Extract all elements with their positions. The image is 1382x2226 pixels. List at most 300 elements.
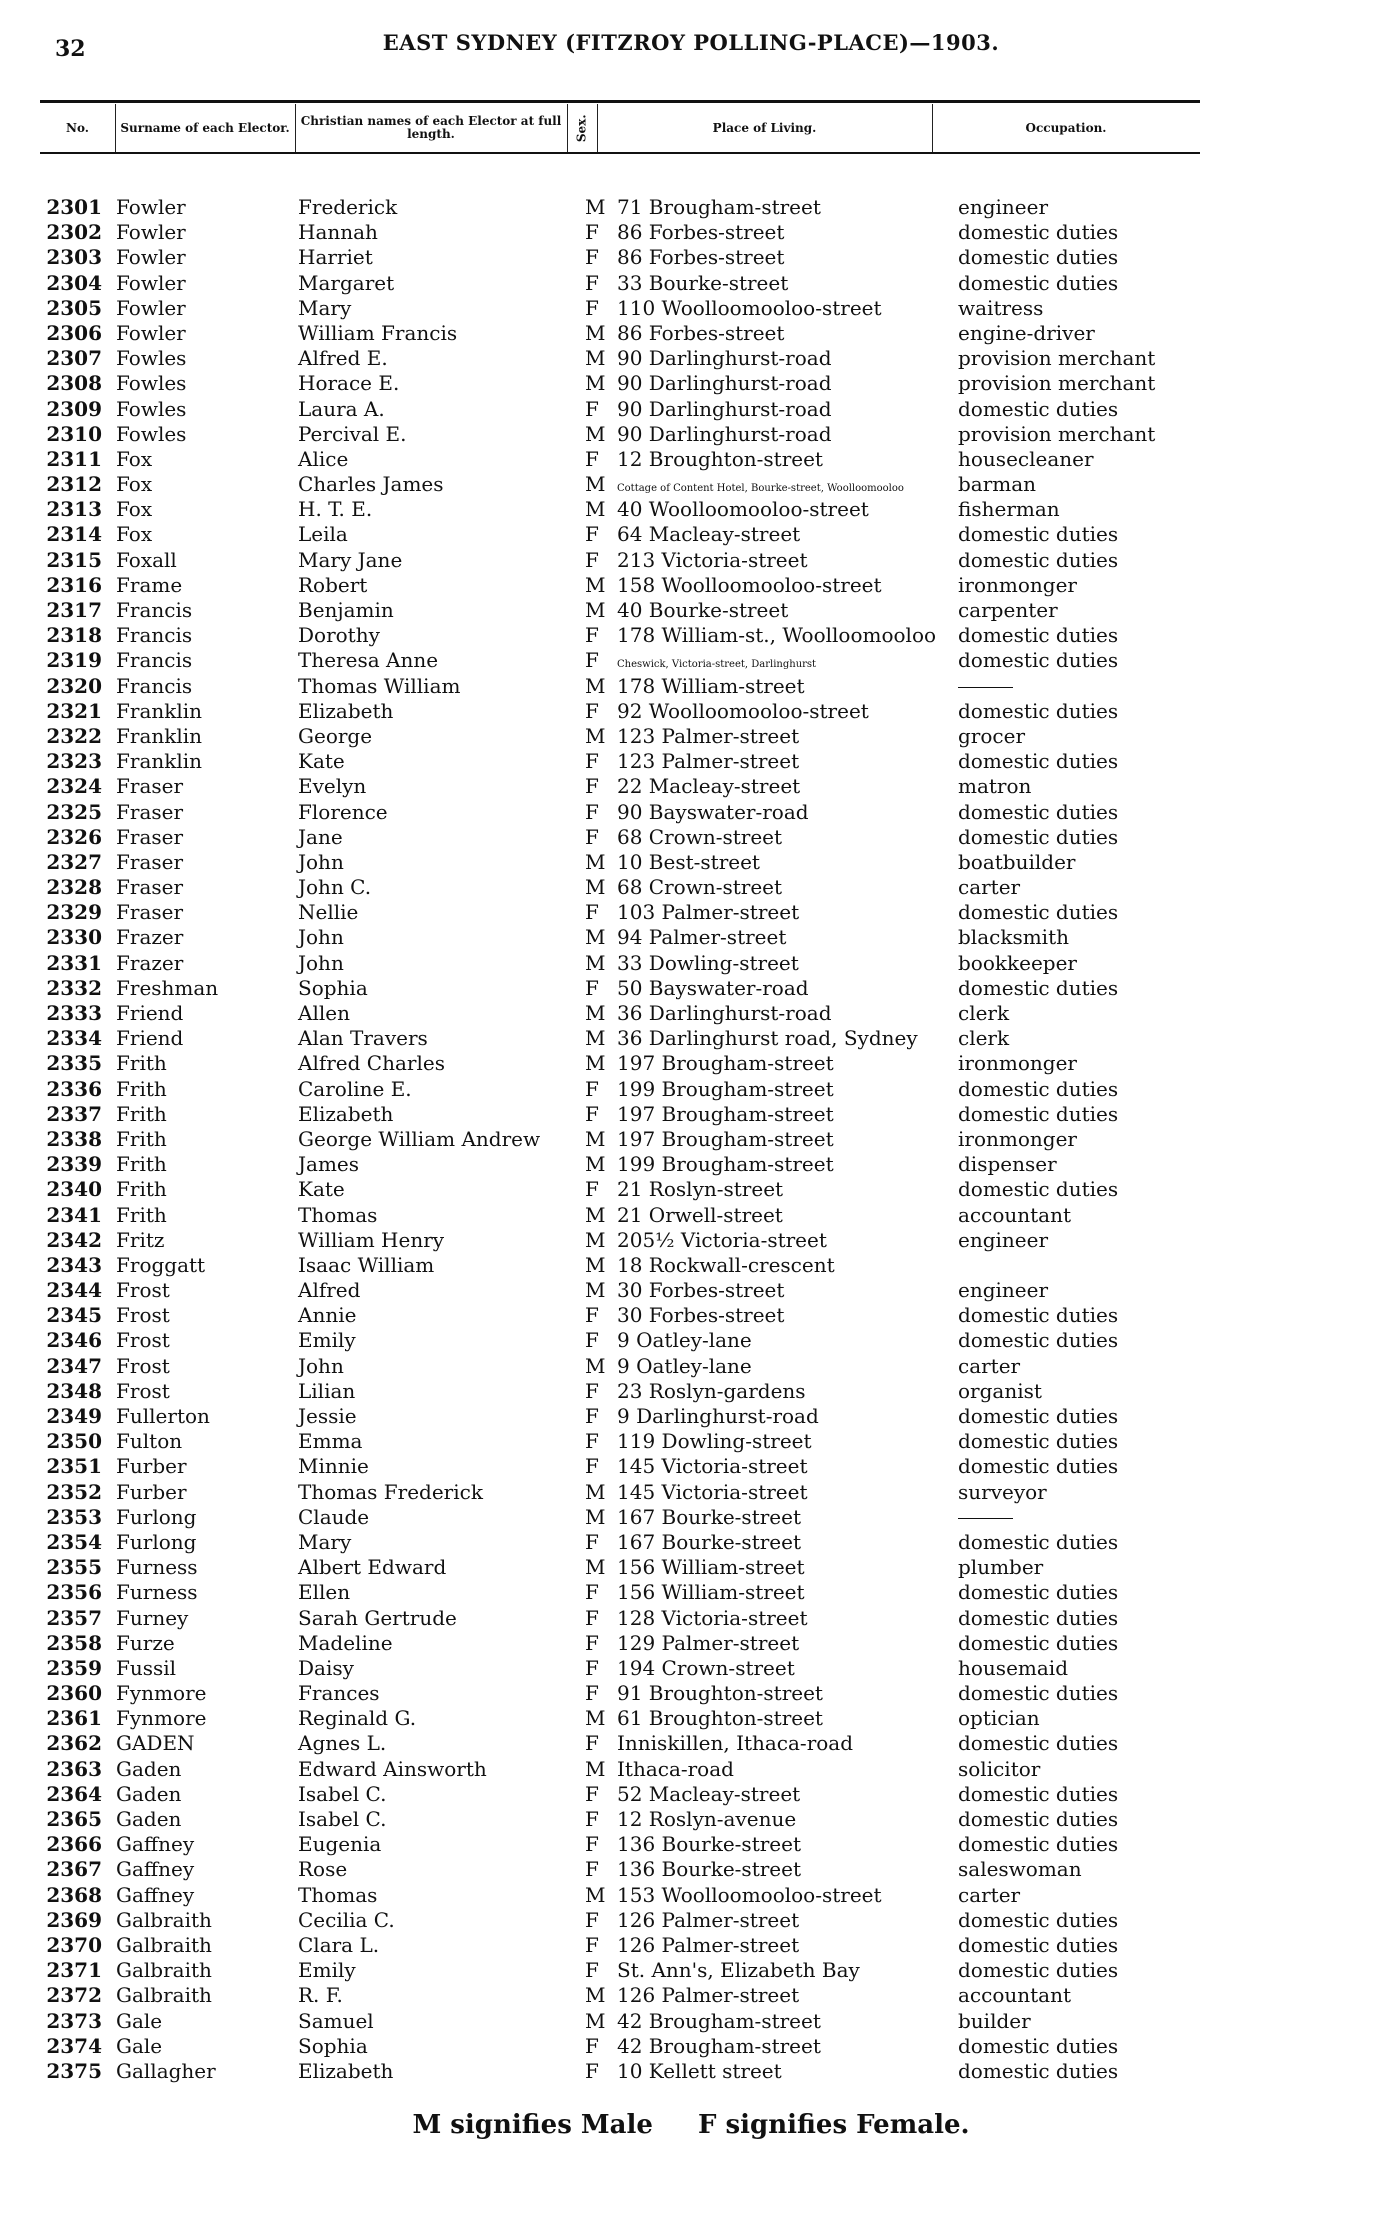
elector-occupation: ironmonger: [958, 572, 1077, 597]
elector-occupation: domestic duties: [958, 2033, 1119, 2058]
elector-surname: Fraser: [116, 875, 184, 900]
elector-christian-names: Emma: [298, 1429, 363, 1454]
table-row: [40, 1177, 1200, 1202]
table-row: [40, 1555, 1200, 1580]
elector-number: 2312: [46, 472, 102, 497]
table-row: [40, 1656, 1200, 1681]
elector-occupation: builder: [958, 2008, 1031, 2033]
elector-number: 2322: [46, 723, 102, 748]
elector-occupation: domestic duties: [958, 1177, 1119, 1202]
elector-christian-names: Eugenia: [298, 1832, 382, 1857]
table-row: [40, 850, 1200, 875]
header-rule-top: [40, 100, 1200, 103]
elector-surname: Fynmore: [116, 1706, 207, 1731]
elector-sex: M: [585, 1051, 606, 1076]
elector-christian-names: Thomas: [298, 1202, 378, 1227]
header-christian-names: Christian names of each Elector at full length.: [295, 104, 568, 152]
elector-sex: F: [585, 2033, 599, 2058]
elector-christian-names: Kate: [298, 1177, 345, 1202]
elector-christian-names: Evelyn: [298, 774, 367, 799]
elector-place: 30 Forbes-street: [617, 1278, 785, 1303]
header-surname: Surname of each Elector.: [115, 104, 296, 152]
elector-surname: Fraser: [116, 774, 184, 799]
elector-surname: Furber: [116, 1454, 187, 1479]
elector-sex: M: [585, 875, 606, 900]
elector-occupation: domestic duties: [958, 1429, 1119, 1454]
elector-number: 2344: [46, 1278, 102, 1303]
elector-sex: F: [585, 698, 599, 723]
elector-christian-names: Jessie: [298, 1404, 357, 1428]
elector-surname: Gaden: [116, 1781, 182, 1806]
elector-christian-names: Frederick: [298, 195, 398, 219]
elector-occupation: matron: [958, 774, 1032, 799]
elector-surname: Fowles: [116, 346, 187, 371]
elector-christian-names: Jane: [298, 824, 343, 849]
table-row: [40, 875, 1200, 900]
elector-sex: M: [585, 1026, 606, 1051]
elector-christian-names: John: [298, 1353, 344, 1378]
elector-occupation: [958, 674, 1013, 699]
elector-christian-names: Sophia: [298, 2033, 368, 2058]
elector-occupation: domestic duties: [958, 1580, 1119, 1605]
elector-surname: Gaffney: [116, 1882, 195, 1907]
elector-christian-names: Alfred: [298, 1278, 361, 1303]
elector-surname: Frame: [116, 572, 183, 597]
elector-christian-names: William Henry: [298, 1227, 445, 1252]
elector-surname: Fraser: [116, 900, 184, 925]
elector-surname: Gale: [116, 2033, 163, 2058]
elector-surname: Fowler: [116, 195, 186, 219]
elector-surname: Francis: [116, 598, 193, 622]
elector-surname: Fowler: [116, 295, 186, 320]
elector-number: 2334: [46, 1026, 102, 1051]
elector-christian-names: Margaret: [298, 270, 395, 295]
elector-place: 123 Palmer-street: [617, 723, 800, 748]
table-row: [40, 1454, 1200, 1479]
table-row: [40, 1303, 1200, 1328]
elector-christian-names: Cecilia C.: [298, 1907, 395, 1932]
elector-place: 86 Forbes-street: [617, 320, 785, 345]
elector-surname: Frost: [116, 1353, 170, 1378]
elector-number: 2325: [46, 799, 102, 824]
elector-number: 2365: [46, 1807, 102, 1831]
elector-place-small: Cottage of Content Hotel, Bourke-street, Woolloomooloo: [617, 483, 904, 495]
elector-christian-names: Florence: [298, 799, 388, 824]
elector-christian-names: Charles James: [298, 472, 444, 497]
table-row: [40, 976, 1200, 1001]
elector-table: [40, 195, 1200, 2084]
elector-christian-names: Rose: [298, 1857, 348, 1882]
elector-surname: Fraser: [116, 824, 184, 849]
elector-occupation: domestic duties: [958, 824, 1119, 849]
elector-christian-names: Alan Travers: [298, 1026, 428, 1051]
elector-christian-names: Frances: [298, 1681, 380, 1706]
elector-christian-names: Thomas Frederick: [298, 1479, 483, 1504]
elector-place: 197 Brougham-street: [617, 1126, 834, 1151]
elector-number: 2349: [46, 1404, 102, 1428]
elector-occupation: domestic duties: [958, 220, 1119, 245]
elector-place: 145 Victoria-street: [617, 1479, 808, 1504]
table-row: [40, 371, 1200, 396]
elector-sex: F: [585, 2058, 599, 2083]
table-row: [40, 422, 1200, 447]
elector-sex: F: [585, 1605, 599, 1630]
elector-christian-names: George William Andrew: [298, 1126, 541, 1151]
elector-occupation: optician: [958, 1706, 1040, 1731]
elector-christian-names: Ellen: [298, 1580, 351, 1605]
page-number: 32: [55, 36, 86, 62]
elector-number: 2307: [46, 346, 102, 371]
elector-sex: F: [585, 1807, 599, 1831]
elector-surname: Galbraith: [116, 1958, 212, 1983]
elector-number: 2324: [46, 774, 102, 799]
elector-number: 2359: [46, 1655, 102, 1680]
elector-christian-names: Alfred Charles: [298, 1051, 445, 1076]
elector-number: 2372: [46, 1983, 102, 2008]
elector-occupation: surveyor: [958, 1479, 1047, 1504]
legend-female: F signifies Female.: [698, 2110, 970, 2140]
elector-christian-names: R. F.: [298, 1983, 343, 2008]
elector-surname: Frith: [116, 1126, 167, 1151]
elector-christian-names: James: [298, 1152, 360, 1177]
elector-place: 68 Crown-street: [617, 875, 783, 900]
table-row: [40, 1757, 1200, 1782]
elector-number: 2315: [46, 547, 102, 572]
elector-surname: Fraser: [116, 799, 184, 824]
elector-place: 90 Darlinghurst-road: [617, 396, 832, 421]
table-row: [40, 774, 1200, 799]
elector-surname: Franklin: [116, 749, 203, 774]
elector-occupation: carter: [958, 1882, 1021, 1907]
elector-sex: F: [585, 1378, 599, 1403]
elector-surname: Gaffney: [116, 1857, 195, 1882]
elector-surname: Fowler: [116, 320, 186, 345]
table-row: [40, 548, 1200, 573]
elector-sex: M: [585, 195, 606, 219]
elector-christian-names: Elizabeth: [298, 2058, 394, 2083]
elector-sex: M: [585, 1252, 606, 1277]
elector-christian-names: Benjamin: [298, 598, 394, 622]
table-row: [40, 1706, 1200, 1731]
table-row: [40, 472, 1200, 497]
elector-surname: Frost: [116, 1328, 170, 1353]
table-row: [40, 1908, 1200, 1933]
elector-sex: F: [585, 295, 599, 320]
elector-place: 91 Broughton-street: [617, 1681, 823, 1706]
elector-christian-names: Mary Jane: [298, 547, 403, 572]
elector-occupation: domestic duties: [958, 623, 1119, 648]
elector-sex: F: [585, 623, 599, 648]
elector-occupation: boatbuilder: [958, 849, 1076, 874]
elector-surname: Friend: [116, 1001, 184, 1025]
elector-christian-names: H. T. E.: [298, 497, 373, 522]
elector-place: St. Ann's, Elizabeth Bay: [617, 1958, 860, 1983]
elector-surname: Fynmore: [116, 1681, 207, 1706]
elector-place: 199 Brougham-street: [617, 1152, 834, 1177]
elector-occupation: domestic duties: [958, 799, 1119, 824]
elector-place: 42 Brougham-street: [617, 2033, 821, 2058]
header-rule-bottom: [40, 152, 1200, 154]
elector-sex: F: [585, 1781, 599, 1806]
table-row: [40, 1001, 1200, 1026]
elector-occupation: housemaid: [958, 1655, 1068, 1680]
elector-surname: Furze: [116, 1630, 175, 1655]
elector-christian-names: Theresa Anne: [298, 648, 439, 673]
elector-occupation: domestic duties: [958, 2058, 1119, 2083]
legend-male: M signifies Male: [412, 2110, 653, 2140]
elector-number: 2346: [46, 1328, 102, 1353]
table-row: [40, 800, 1200, 825]
table-row: [40, 1530, 1200, 1555]
elector-occupation: clerk: [958, 1001, 1010, 1025]
table-row: [40, 1152, 1200, 1177]
elector-number: 2356: [46, 1580, 102, 1605]
elector-christian-names: Mary: [298, 1529, 352, 1554]
elector-occupation: domestic duties: [958, 698, 1119, 723]
elector-number: 2358: [46, 1630, 102, 1655]
elector-christian-names: Isabel C.: [298, 1781, 387, 1806]
elector-occupation: saleswoman: [958, 1857, 1082, 1882]
elector-number: 2374: [46, 2033, 102, 2058]
elector-place: 40 Woolloomooloo-street: [617, 497, 869, 522]
header-occupation: Occupation.: [1025, 120, 1107, 135]
table-row: [40, 195, 1200, 220]
elector-sex: M: [585, 371, 606, 396]
table-row: [40, 623, 1200, 648]
elector-christian-names: Lilian: [298, 1378, 356, 1403]
elector-christian-names: Samuel: [298, 2008, 374, 2033]
elector-number: 2375: [46, 2058, 102, 2083]
elector-number: 2370: [46, 1932, 102, 1957]
elector-occupation: plumber: [958, 1555, 1044, 1580]
elector-occupation: barman: [958, 472, 1037, 497]
elector-christian-names: Emily: [298, 1328, 356, 1353]
table-header: [40, 104, 1200, 152]
elector-occupation: domestic duties: [958, 1932, 1119, 1957]
elector-christian-names: John: [298, 925, 344, 950]
table-row: [40, 699, 1200, 724]
elector-number: 2318: [46, 623, 102, 648]
elector-occupation: ironmonger: [958, 1051, 1077, 1076]
elector-number: 2360: [46, 1681, 102, 1706]
elector-place: 119 Dowling-street: [617, 1429, 812, 1454]
elector-number: 2353: [46, 1504, 102, 1529]
elector-christian-names: Robert: [298, 572, 368, 597]
elector-surname: Fowler: [116, 220, 186, 245]
header-sex: [567, 104, 598, 152]
blank-rule: [958, 1518, 1013, 1519]
elector-christian-names: Daisy: [298, 1655, 354, 1680]
table-row: [40, 1807, 1200, 1832]
elector-place: 128 Victoria-street: [617, 1605, 808, 1630]
table-row: [40, 1102, 1200, 1127]
table-row: [40, 1983, 1200, 2008]
elector-christian-names: John: [298, 950, 344, 975]
elector-number: 2323: [46, 749, 102, 774]
elector-place: 129 Palmer-street: [617, 1630, 800, 1655]
elector-number: 2343: [46, 1252, 102, 1277]
elector-number: 2326: [46, 824, 102, 849]
elector-place: 126 Palmer-street: [617, 1932, 800, 1957]
elector-surname: Francis: [116, 673, 193, 698]
elector-place: 36 Darlinghurst-road: [617, 1001, 832, 1025]
elector-place: 18 Rockwall-crescent: [617, 1252, 835, 1277]
elector-sex: F: [585, 547, 599, 572]
elector-number: 2367: [46, 1857, 102, 1882]
elector-christian-names: Harriet: [298, 245, 373, 270]
elector-number: 2351: [46, 1454, 102, 1479]
table-row: [40, 674, 1200, 699]
elector-place: 136 Bourke-street: [617, 1832, 801, 1857]
elector-place: 30 Forbes-street: [617, 1303, 785, 1328]
elector-surname: Francis: [116, 648, 193, 673]
elector-number: 2303: [46, 245, 102, 270]
elector-surname: Frith: [116, 1101, 167, 1126]
elector-sex: F: [585, 774, 599, 799]
table-row: [40, 1580, 1200, 1605]
elector-surname: Franklin: [116, 723, 203, 748]
elector-surname: Fowler: [116, 270, 186, 295]
elector-christian-names: Isaac William: [298, 1252, 435, 1277]
elector-place: 167 Bourke-street: [617, 1504, 801, 1529]
elector-occupation: provision merchant: [958, 371, 1156, 396]
elector-place: 92 Woolloomooloo-street: [617, 698, 869, 723]
elector-christian-names: Reginald G.: [298, 1706, 417, 1731]
elector-place: 178 William-st., Woolloomooloo: [617, 623, 937, 648]
elector-number: 2352: [46, 1479, 102, 1504]
table-row: [40, 1278, 1200, 1303]
elector-christian-names: John: [298, 849, 344, 874]
table-row: [40, 346, 1200, 371]
elector-occupation: domestic duties: [958, 975, 1119, 1000]
table-row: [40, 1933, 1200, 1958]
elector-number: 2314: [46, 522, 102, 547]
legend: [0, 2110, 1382, 2140]
elector-surname: Froggatt: [116, 1252, 206, 1277]
elector-sex: M: [585, 1555, 606, 1580]
elector-sex: M: [585, 1504, 606, 1529]
elector-place: 194 Crown-street: [617, 1655, 795, 1680]
elector-occupation: clerk: [958, 1026, 1010, 1051]
elector-occupation: engineer: [958, 195, 1049, 219]
elector-number: 2371: [46, 1958, 102, 1983]
elector-surname: Frazer: [116, 925, 184, 950]
table-row: [40, 220, 1200, 245]
elector-sex: F: [585, 1731, 599, 1756]
elector-number: 2332: [46, 975, 102, 1000]
elector-occupation: fisherman: [958, 497, 1060, 522]
elector-number: 2331: [46, 950, 102, 975]
elector-christian-names: Alice: [298, 446, 349, 471]
elector-place: 12 Broughton-street: [617, 446, 823, 471]
elector-sex: M: [585, 1278, 606, 1303]
elector-number: 2345: [46, 1303, 102, 1328]
elector-surname: Fussil: [116, 1655, 177, 1680]
elector-sex: F: [585, 975, 599, 1000]
elector-number: 2310: [46, 421, 102, 446]
table-row: [40, 1203, 1200, 1228]
elector-christian-names: Albert Edward: [298, 1555, 447, 1580]
elector-occupation: domestic duties: [958, 1781, 1119, 1806]
elector-surname: Fowles: [116, 396, 187, 421]
elector-sex: F: [585, 396, 599, 421]
elector-sex: M: [585, 1202, 606, 1227]
elector-sex: M: [585, 320, 606, 345]
elector-number: 2336: [46, 1076, 102, 1101]
elector-place: 156 William-street: [617, 1580, 805, 1605]
elector-christian-names: Edward Ainsworth: [298, 1756, 487, 1781]
elector-number: 2363: [46, 1756, 102, 1781]
elector-christian-names: Isabel C.: [298, 1807, 387, 1831]
table-row: [40, 1404, 1200, 1429]
elector-place: 197 Brougham-street: [617, 1101, 834, 1126]
elector-place: 12 Roslyn-avenue: [617, 1807, 797, 1831]
elector-sex: M: [585, 1706, 606, 1731]
elector-number: 2301: [46, 195, 102, 219]
elector-surname: Furlong: [116, 1504, 197, 1529]
elector-christian-names: Agnes L.: [298, 1731, 387, 1756]
elector-sex: F: [585, 446, 599, 471]
elector-occupation: bookkeeper: [958, 950, 1077, 975]
elector-place: Inniskillen, Ithaca-road: [617, 1731, 854, 1756]
elector-christian-names: Horace E.: [298, 371, 400, 396]
table-row: [40, 2009, 1200, 2034]
elector-surname: Frost: [116, 1278, 170, 1303]
elector-occupation: [958, 1505, 1013, 1530]
elector-place: 178 William-street: [617, 673, 805, 698]
elector-place: 197 Brougham-street: [617, 1051, 834, 1076]
elector-occupation: domestic duties: [958, 1303, 1119, 1328]
elector-surname: Fritz: [116, 1227, 165, 1252]
table-row: [40, 1354, 1200, 1379]
elector-sex: F: [585, 648, 599, 673]
elector-sex: F: [585, 220, 599, 245]
elector-sex: M: [585, 1983, 606, 2008]
elector-occupation: provision merchant: [958, 346, 1156, 371]
elector-occupation: domestic duties: [958, 1681, 1119, 1706]
elector-christian-names: Hannah: [298, 220, 378, 245]
elector-occupation: domestic duties: [958, 1328, 1119, 1353]
elector-occupation: domestic duties: [958, 1076, 1119, 1101]
elector-number: 2311: [46, 446, 102, 471]
elector-surname: Galbraith: [116, 1983, 212, 2008]
elector-sex: F: [585, 1655, 599, 1680]
elector-surname: Furness: [116, 1580, 198, 1605]
elector-surname: Fox: [116, 497, 153, 522]
elector-occupation: domestic duties: [958, 396, 1119, 421]
elector-sex: F: [585, 1932, 599, 1957]
elector-surname: Gaden: [116, 1807, 182, 1831]
elector-occupation: domestic duties: [958, 1807, 1119, 1831]
elector-number: 2333: [46, 1001, 102, 1025]
table-row: [40, 749, 1200, 774]
elector-number: 2308: [46, 371, 102, 396]
elector-place: 123 Palmer-street: [617, 749, 800, 774]
elector-place: 156 William-street: [617, 1555, 805, 1580]
table-row: [40, 1731, 1200, 1756]
elector-occupation: accountant: [958, 1983, 1072, 2008]
elector-occupation: housecleaner: [958, 446, 1094, 471]
elector-place: 126 Palmer-street: [617, 1907, 800, 1932]
elector-place: 205½ Victoria-street: [617, 1227, 827, 1252]
elector-place: 126 Palmer-street: [617, 1983, 800, 2008]
elector-surname: Fullerton: [116, 1404, 210, 1428]
elector-sex: M: [585, 1353, 606, 1378]
elector-place: 158 Woolloomooloo-street: [617, 572, 882, 597]
elector-place: 153 Woolloomooloo-street: [617, 1882, 882, 1907]
elector-surname: Fowles: [116, 371, 187, 396]
elector-sex: M: [585, 2008, 606, 2033]
